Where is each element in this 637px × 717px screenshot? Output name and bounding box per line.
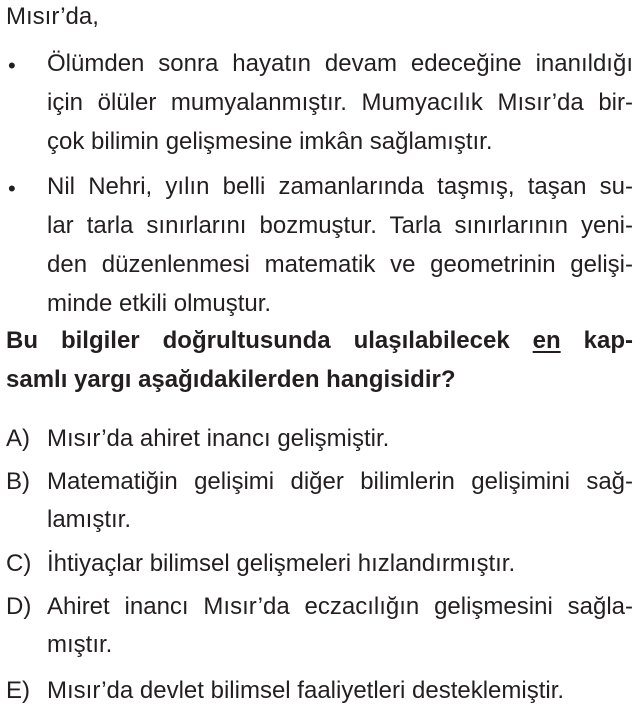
option-letter: D) (6, 593, 32, 620)
option-letter: C) (6, 550, 32, 577)
bullet-2-line-1: Nil Nehri, yılın belli zamanlarında taşmış, taşan su- (47, 173, 633, 200)
option-c-text: İhtiyaçlar bilimsel gelişmeleri hızlandırmıştır. (47, 550, 516, 577)
option-a-text: Mısır’da ahiret inancı gelişmiştir. (47, 425, 390, 452)
bullet-symbol: • (8, 53, 16, 78)
option-b-text-line-1: Matematiğin gelişimi diğer bilimlerin gelişimini sağ- (47, 468, 633, 495)
bullet-2-line-3: den düzenlenmesi matematik ve geometrinin gelişi- (47, 251, 633, 278)
bullet-2-line-4: minde etkili olmuştur. (47, 290, 272, 317)
option-letter: E) (6, 677, 30, 704)
question-line-2: samlı yargı aşağıdakilerden hangisidir? (6, 366, 456, 393)
question-emphasis-en: en (532, 327, 561, 354)
bullet-symbol: • (8, 176, 16, 201)
question-text-after: kap- (560, 327, 633, 354)
question-line-1 (6, 327, 633, 355)
bullet-1-line-3: çok bilimin gelişmesine imkân sağlamıştır. (47, 128, 493, 155)
bullet-2-line-2: lar tarla sınırlarını bozmuştur. Tarla sınırlarının yeni- (47, 212, 633, 239)
option-d-text-line-2: mıştır. (47, 631, 113, 658)
option-letter: A) (6, 425, 30, 452)
question-text-before: Bu bilgiler doğrultusunda ulaşılabilecek (6, 327, 533, 354)
bullet-1-line-2: için ölüler mumyalanmıştır. Mumyacılık Mısır’da bir- (47, 89, 633, 116)
option-b-text-line-2: lamıştır. (47, 506, 132, 533)
bullet-1-line-1: Ölümden sonra hayatın devam edeceğine inanıldığı (47, 50, 633, 77)
option-e-text: Mısır’da devlet bilimsel faaliyetleri desteklemiştir. (47, 677, 565, 704)
option-letter: B) (6, 468, 30, 495)
option-d-text-line-1: Ahiret inancı Mısır’da eczacılığın gelişmesini sağla- (47, 593, 633, 620)
intro-text: Mısır’da, (6, 3, 99, 30)
